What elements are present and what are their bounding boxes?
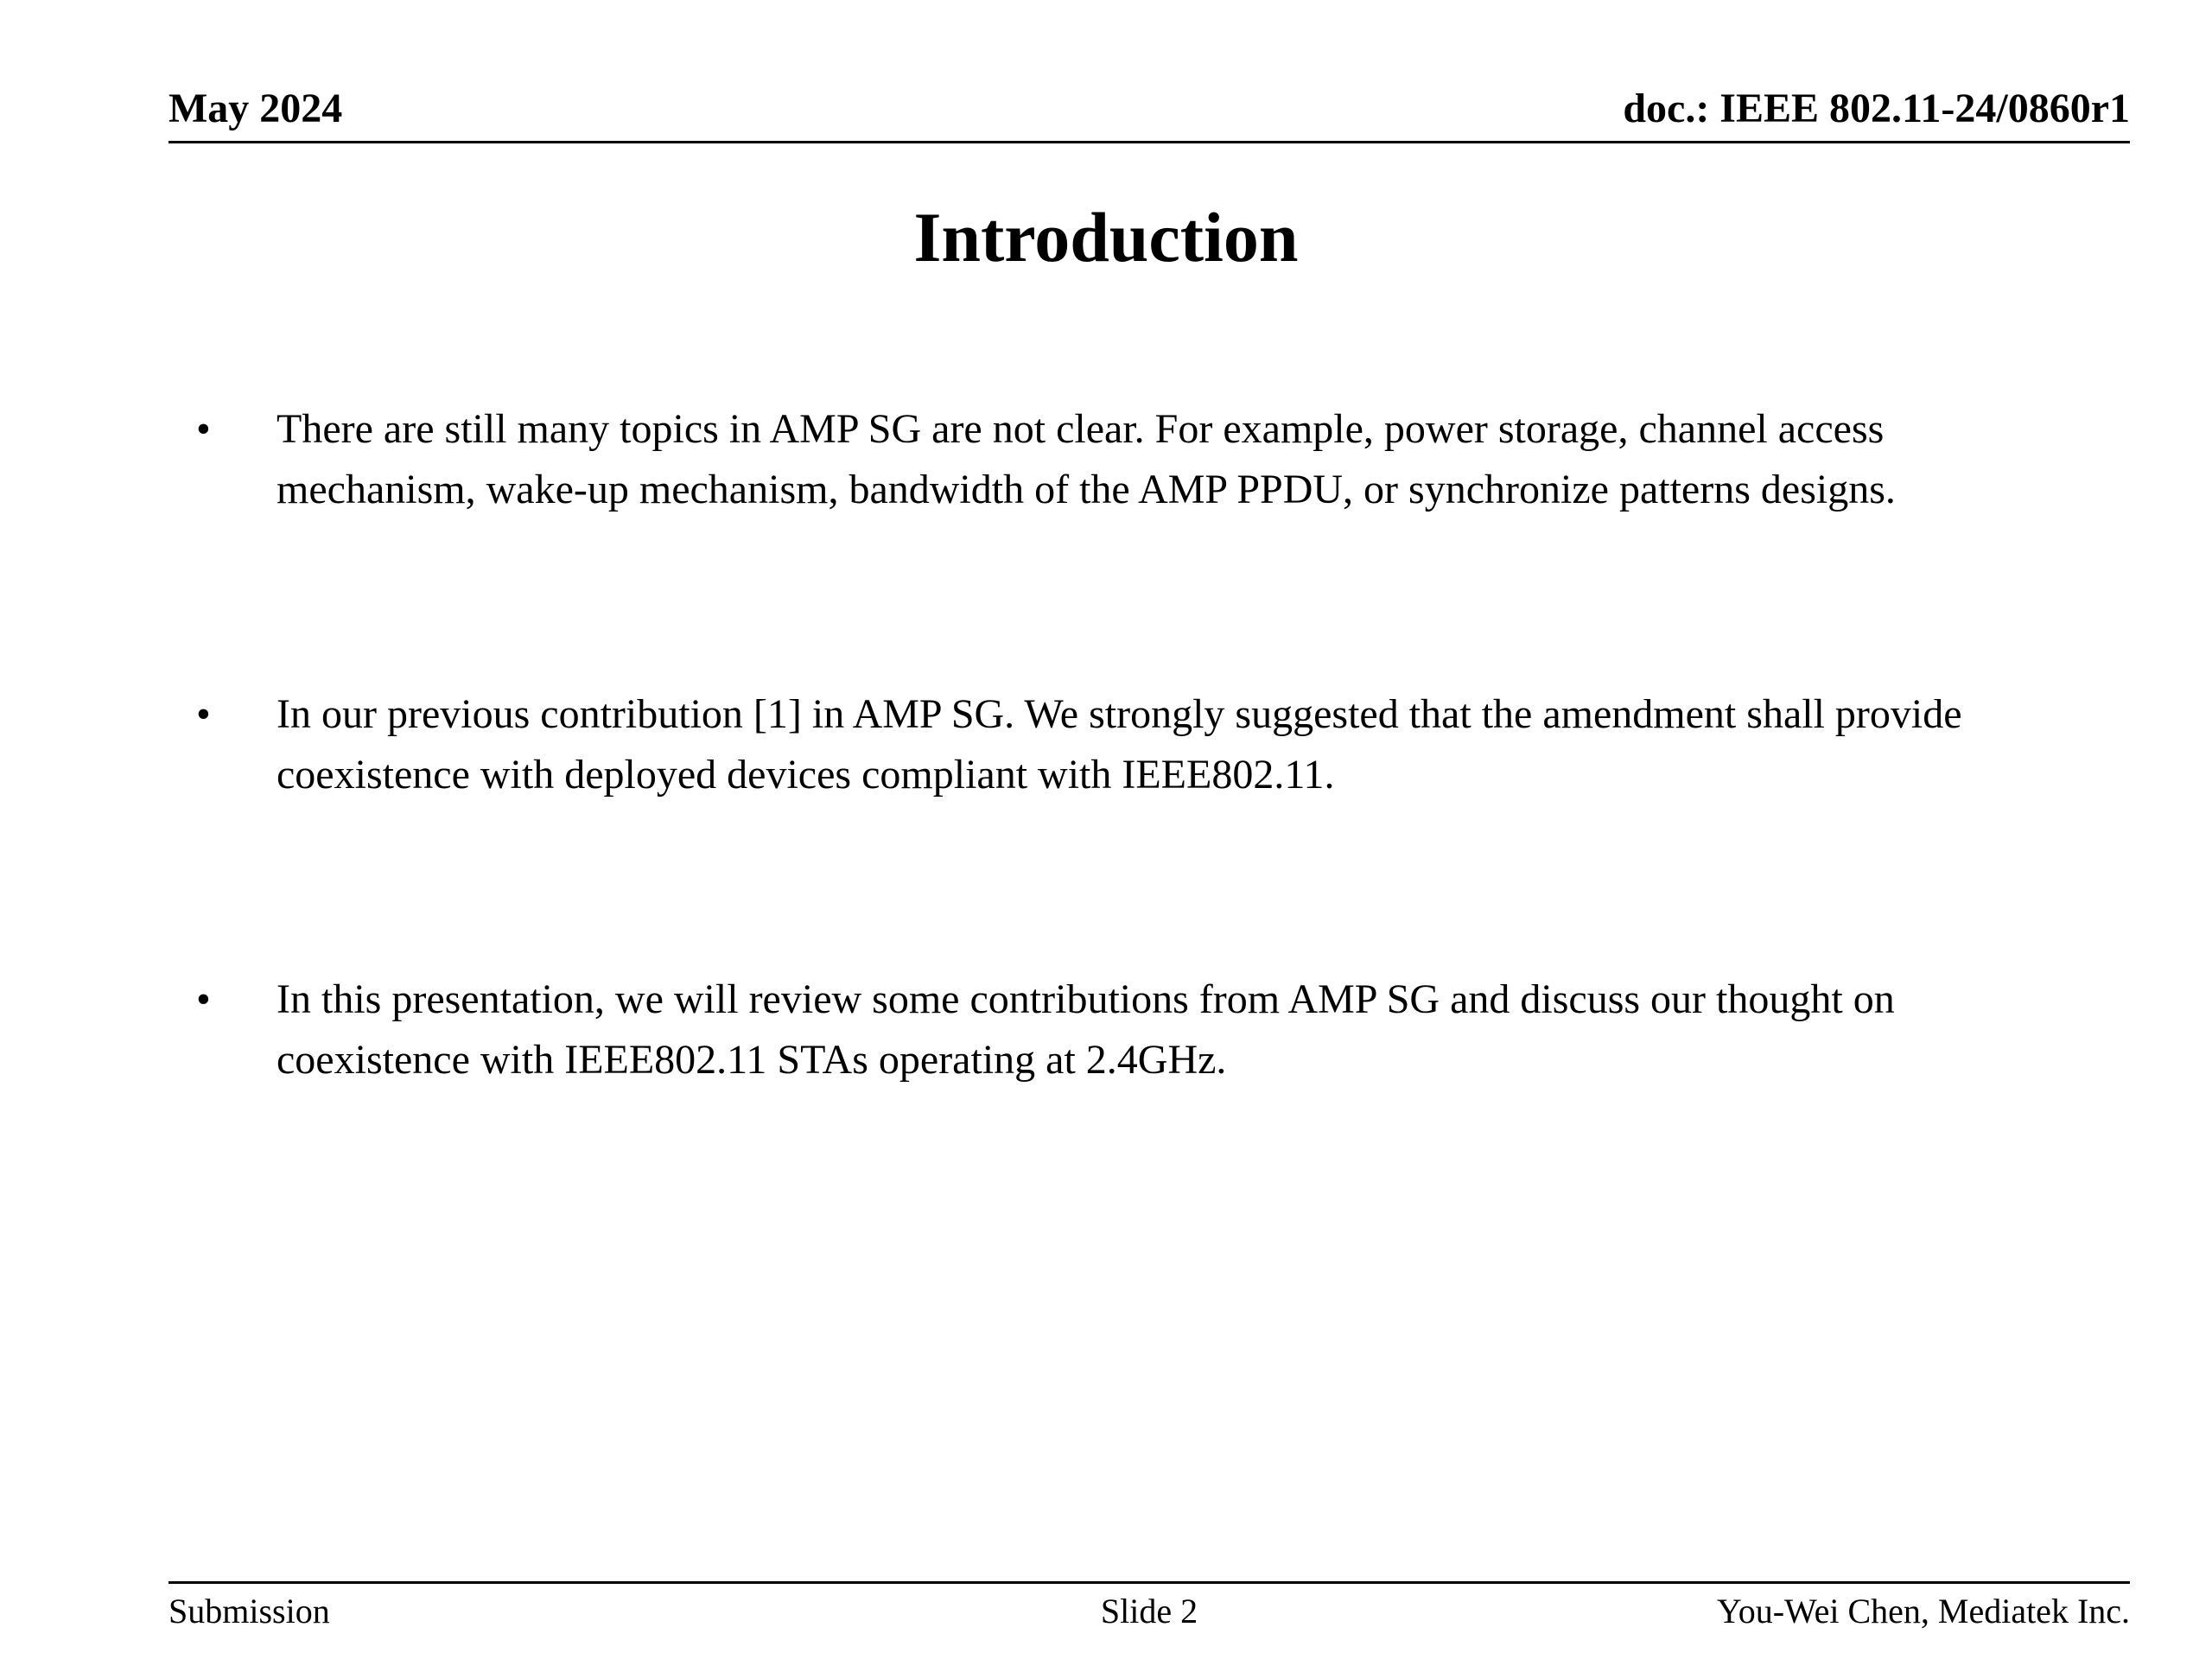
footer-author: You-Wei Chen, Mediatek Inc. — [1716, 1592, 2131, 1630]
header-date: May 2024 — [168, 86, 343, 131]
header-doc-number: doc.: IEEE 802.11-24/0860r1 — [1623, 86, 2130, 131]
slide-title: Introduction — [913, 198, 1299, 276]
slide-footer — [168, 1581, 2130, 1632]
bullet-item — [196, 399, 2056, 520]
bullet-text: In this presentation, we will review some contributions from AMP SG and discuss our thought on coexistence with IEEE802.11 STAs operating at 2.4GHz. — [276, 976, 1895, 1083]
slide-body — [196, 399, 2056, 1090]
bullet-marker: • — [196, 691, 211, 737]
slide-header — [168, 86, 2130, 143]
bullet-marker: • — [196, 406, 211, 452]
bullet-text: There are still many topics in AMP SG are not clear. For example, power storage, channel access mechanism, wake-up mechanism, bandwidth of the AMP PPDU, or synchronize patterns designs. — [276, 406, 1896, 512]
bullet-marker: • — [196, 976, 211, 1022]
bullet-item — [196, 684, 2056, 805]
footer-slide-number: Slide 2 — [1100, 1592, 1198, 1630]
bullet-text: In our previous contribution [1] in AMP SG. We strongly suggested that the amendment shall provide coexistence with deployed devices compliant with IEEE802.11. — [276, 691, 1962, 798]
footer-submission-label: Submission — [168, 1592, 330, 1630]
bullet-item — [196, 969, 2056, 1090]
